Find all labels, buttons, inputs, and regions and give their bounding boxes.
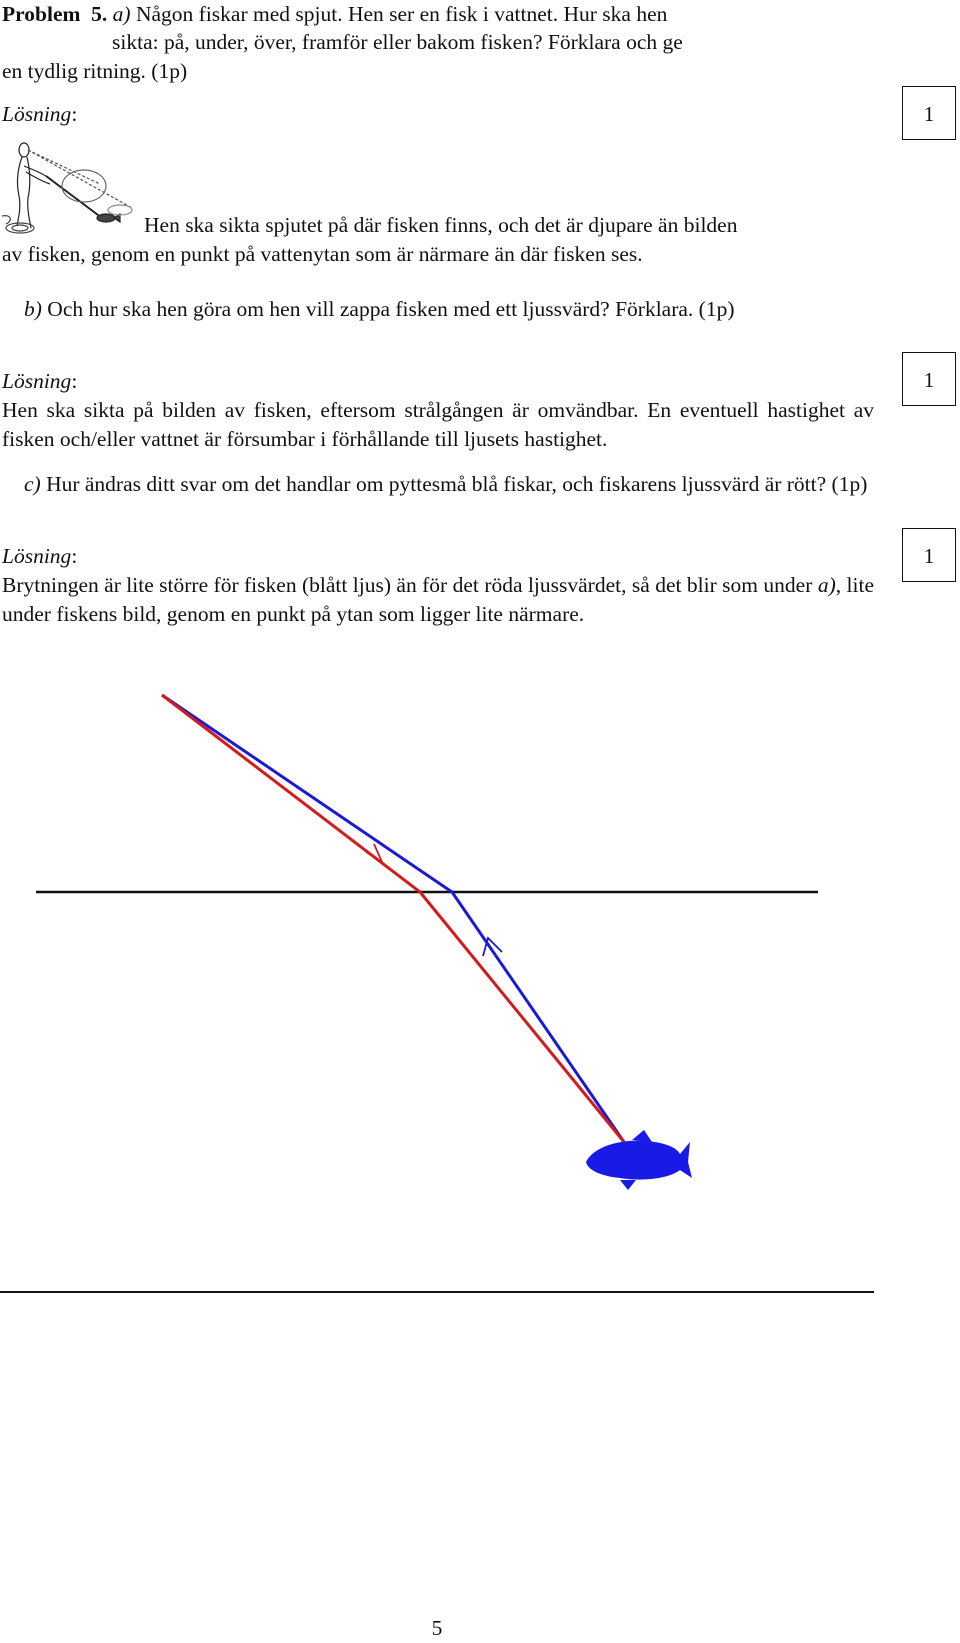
solution-b-label: Lösning: [2,369,78,393]
refraction-diagram [0,680,874,1200]
part-a-question-line2-text: sikta: på, under, över, framför eller bakom fisken? Förklara och ge [112,30,683,54]
solution-a-first-text: Hen ska sikta spjutet på där fisken finns, och det är djupare än bilden [144,213,738,237]
solution-a-answer-rest [2,240,874,269]
solution-a-answer-first [144,211,874,240]
part-c-question [2,470,874,499]
solution-label-text: Lösning [2,102,72,126]
score-box-b: 1 [902,352,956,406]
part-b-label: b) [24,297,42,321]
part-a-question-lead: Någon fiskar med spjut. Hen ser en fisk i vattnet. Hur ska hen [135,2,668,26]
part-c-label: c) [24,472,41,496]
footer-rule [0,1291,874,1293]
solution-c-label: Lösning: [2,544,78,568]
score-box-a: 1 [902,86,956,140]
problem-number: 5. [91,2,108,26]
part-a-label: a) [112,2,131,26]
solution-a-rest-text: av fisken, genom en punkt på vattenytan som är närmare än där fisken ses. [2,242,643,266]
solution-a-label: Lösning: [2,102,78,126]
solution-b-text: Hen ska sikta på bilden av fisken, eftersom strålgången är omvändbar. En eventuell hastighet av fisken och/eller vattnet är försumbar i förhållande till ljusets hastighet. [2,398,874,451]
part-b-question-text: Och hur ska hen göra om hen vill zappa fisken med ett ljussvärd? Förklara. (1p) [47,297,735,321]
solution-c-ref: a) [817,573,836,597]
red-ray [162,695,624,1142]
fish-icon [586,1130,692,1190]
problem-a-question-line3 [2,57,874,86]
part-c-question-text: Hur ändras ditt svar om det handlar om pyttesmå blå fiskar, och fiskarens ljussvärd är rött? (1p) [46,472,868,496]
score-box-c: 1 [902,528,956,582]
solution-c-text-post: , lite under fiskens bild, genom en punkt på ytan som ligger lite närmare. [2,573,874,626]
blue-ray [162,695,624,1142]
solution-c-answer [2,571,874,628]
solution-b-answer [2,396,874,453]
problem-a-question-line2 [112,28,874,57]
part-a-question-line3-text: en tydlig ritning. (1p) [2,59,188,83]
solution-label-text: Lösning [2,544,72,568]
solution-c-text-pre: Brytningen är lite större för fisken (blått ljus) än för det röda ljussvärdet, så det blir som under [2,573,818,597]
problem-title: Problem [2,2,81,26]
problem-a-question [2,0,874,29]
fisher-sketch-image [0,138,140,240]
solution-label-text: Lösning [2,369,72,393]
page-number: 5 [431,1616,443,1640]
part-b-question [2,295,874,324]
